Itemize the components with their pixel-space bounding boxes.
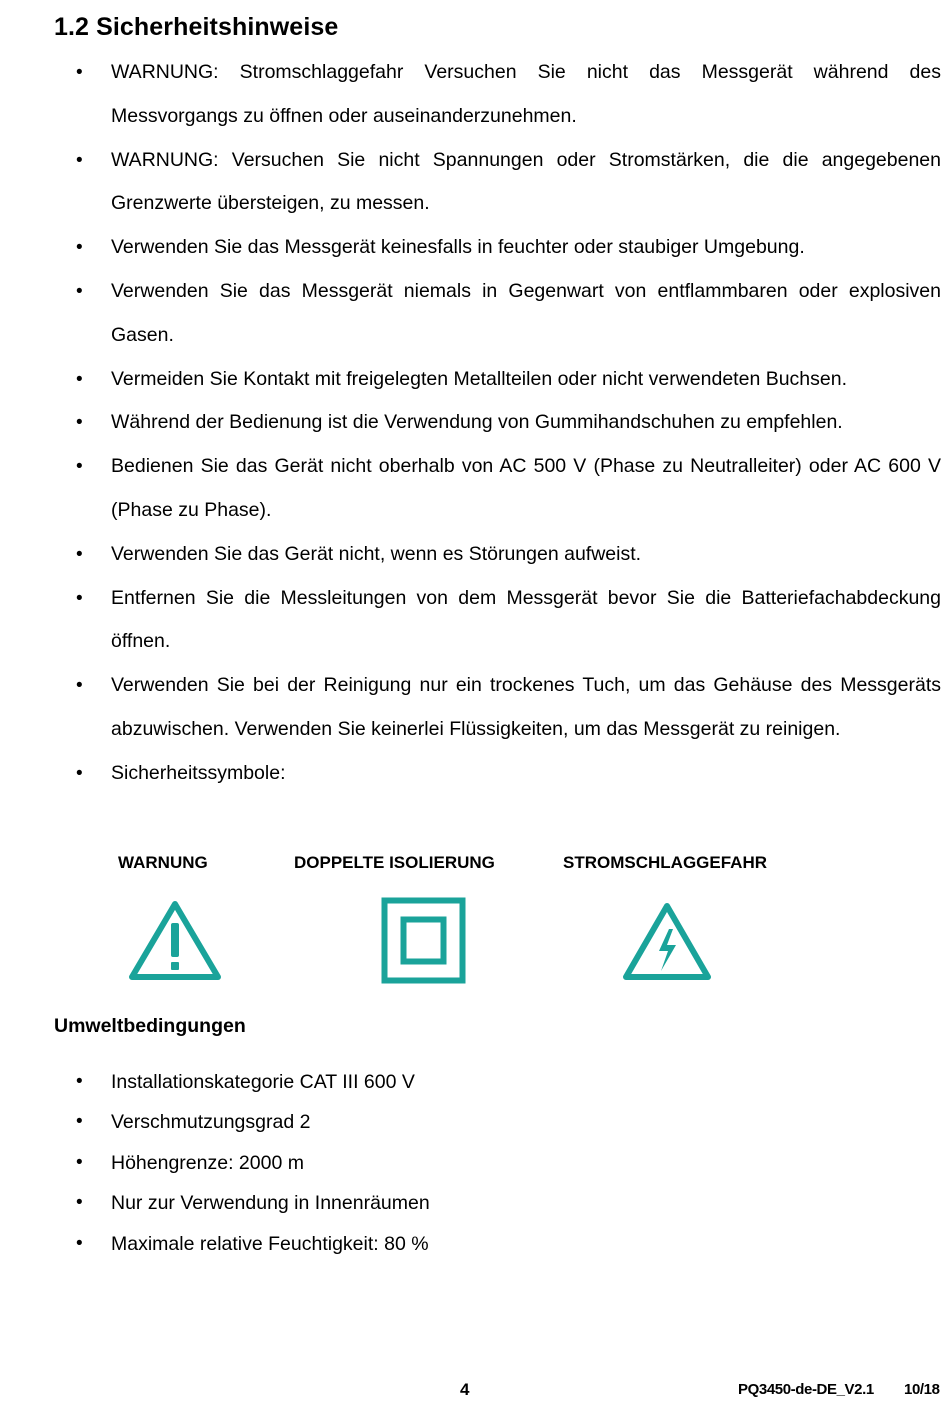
list-item: • Installationskategorie CAT III 600 V	[54, 1062, 941, 1102]
list-item: • Verschmutzungsgrad 2	[54, 1102, 941, 1142]
list-item: • Entfernen Sie die Messleitungen von dem Messgerät bevor Sie die Batteriefachabdeckung öffnen.	[54, 577, 941, 665]
double-insulation-icon	[381, 897, 467, 985]
page-title: 1.2 Sicherheitshinweise	[54, 13, 339, 41]
electric-shock-hazard-icon	[621, 897, 713, 983]
list-item: • Nur zur Verwendung in Innenräumen	[54, 1183, 941, 1223]
list-item: • Bedienen Sie das Gerät nicht oberhalb von AC 500 V (Phase zu Neutralleiter) oder AC 600 V (Phase zu Phase).	[54, 445, 941, 533]
list-item: • Sicherheitssymbole:	[54, 752, 941, 796]
symbol-label-warning: WARNUNG	[118, 853, 208, 872]
list-item: • Verwenden Sie das Messgerät niemals in Gegenwart von entflammbaren oder explosiven Gasen.	[54, 270, 941, 358]
document-version: 10/18	[904, 1381, 940, 1398]
environment-list	[54, 1062, 941, 1264]
warning-triangle-icon	[127, 897, 223, 983]
document-id: PQ3450-de-DE_V2.1	[738, 1381, 874, 1398]
list-item: • Verwenden Sie bei der Reinigung nur ein trockenes Tuch, um das Gehäuse des Messgeräts abzuwischen. Verwenden Sie keinerlei Flüssigkeiten, um das Messgerät zu reinigen.	[54, 664, 941, 752]
list-item: • WARNUNG: Stromschlaggefahr Versuchen Sie nicht das Messgerät während des Messvorgangs zu öffnen oder auseinanderzunehmen.	[54, 51, 941, 139]
symbol-label-double-insulation: DOPPELTE ISOLIERUNG	[294, 853, 495, 872]
list-item: • WARNUNG: Versuchen Sie nicht Spannungen oder Stromstärken, die die angegebenen Grenzwerte übersteigen, zu messen.	[54, 139, 941, 227]
symbol-label-shock-hazard: STROMSCHLAGGEFAHR	[563, 853, 767, 872]
list-item: • Vermeiden Sie Kontakt mit freigelegten Metallteilen oder nicht verwendeten Buchsen.	[54, 358, 941, 402]
environment-heading: Umweltbedingungen	[54, 1015, 246, 1037]
page-number: 4	[460, 1380, 470, 1399]
list-item: • Während der Bedienung ist die Verwendung von Gummihandschuhen zu empfehlen.	[54, 401, 941, 445]
list-item: • Verwenden Sie das Messgerät keinesfalls in feuchter oder staubiger Umgebung.	[54, 226, 941, 270]
list-item: • Maximale relative Feuchtigkeit: 80 %	[54, 1224, 941, 1264]
safety-notes-list	[54, 51, 941, 796]
list-item: • Höhengrenze: 2000 m	[54, 1143, 941, 1183]
list-item: • Verwenden Sie das Gerät nicht, wenn es Störungen aufweist.	[54, 533, 941, 577]
